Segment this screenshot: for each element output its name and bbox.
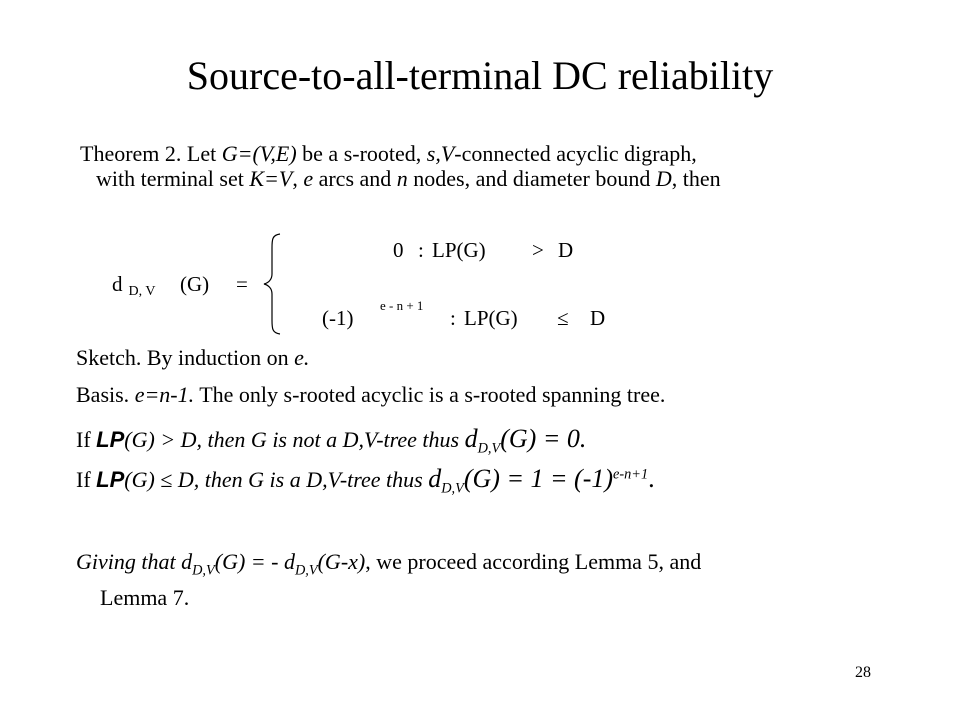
if2-period: . <box>648 464 655 493</box>
case1-operator: > <box>532 238 544 262</box>
lp-label: LP <box>96 467 125 492</box>
basis-text: The only s-rooted acyclic is a s-rooted spanning tree. <box>194 382 666 407</box>
giving-line-1 <box>76 548 896 584</box>
case2-d: D <box>590 306 606 330</box>
formula-equals: = <box>236 272 248 296</box>
theorem-text: Theorem 2. Let <box>80 141 222 166</box>
slide-title: Source-to-all-terminal DC reliability <box>186 53 774 98</box>
theorem-text: , then <box>671 166 721 191</box>
if2-d: d <box>428 464 442 493</box>
giving-text: (G) = - d <box>214 549 295 574</box>
if-less-line <box>76 464 655 497</box>
giving-text: Giving that d <box>76 549 193 574</box>
theorem-statement <box>80 141 880 191</box>
case1-d: D <box>558 238 574 262</box>
theorem-text: -connected acyclic digraph, <box>454 141 697 166</box>
case2-exponent: e - n + 1 <box>380 298 424 313</box>
if2-g: (G) <box>124 467 161 492</box>
if-greater-line <box>76 424 586 457</box>
if-text: If <box>76 427 97 452</box>
if2-sub: D,V <box>441 480 464 497</box>
giving-paragraph <box>76 548 896 611</box>
if2-result: (G) = 1 = (-1) <box>463 464 614 493</box>
giving-text: (G-x) <box>317 549 366 574</box>
formula-d: d <box>112 272 123 296</box>
case2-operator: ≤ <box>557 306 569 330</box>
theorem-text: arcs and <box>313 166 397 191</box>
sketch-line <box>76 345 309 371</box>
giving-text: , we proceed according Lemma 5, and <box>365 549 702 574</box>
if1-d: d <box>464 424 478 453</box>
left-brace <box>262 232 282 336</box>
theorem-e: e <box>303 166 314 191</box>
if1-sub: D,V <box>477 440 501 457</box>
case1-value: 0 <box>393 238 404 262</box>
theorem-text: nodes, and diameter bound <box>407 166 656 191</box>
formula-lhs <box>112 272 156 299</box>
giving-sub: D,V <box>192 562 215 579</box>
basis-line <box>76 382 665 408</box>
theorem-line-2 <box>80 166 880 191</box>
theorem-text: with terminal set <box>96 166 250 191</box>
less-equal-symbol: ≤ <box>160 467 173 492</box>
theorem-line-1 <box>80 141 880 166</box>
formula-lhs-g: (G) <box>180 272 210 296</box>
if2-exponent: e-n+1 <box>613 466 649 483</box>
case2-base: (-1) <box>322 306 354 330</box>
basis-label: Basis. <box>76 382 135 407</box>
sketch-text: Sketch. By induction on <box>76 345 295 370</box>
theorem-text: be a s-rooted, <box>296 141 427 166</box>
sketch-e: e. <box>294 345 310 370</box>
giving-line-2: Lemma 7. <box>100 585 190 611</box>
theorem-graph: G=(V,E) <box>221 141 297 166</box>
case2-colon: : <box>450 306 456 330</box>
lp-label: LP <box>96 427 125 452</box>
theorem-d: D <box>655 166 672 191</box>
page-number: 28 <box>855 664 871 681</box>
if1-condition: (G) > D, then G is not a D,V-tree thus <box>124 427 465 452</box>
if1-result: (G) = 0. <box>500 424 587 453</box>
case1-colon: : <box>418 238 424 262</box>
if-text: If <box>76 467 97 492</box>
theorem-text: , <box>292 166 304 191</box>
giving-sub: D,V <box>294 562 318 579</box>
theorem-sv: s,V <box>426 141 455 166</box>
theorem-terminal: K=V <box>249 166 293 191</box>
case2-lp: LP(G) <box>464 306 518 330</box>
formula-lhs-sub: D, V <box>128 284 156 299</box>
if2-condition: D, then G is a D,V-tree thus <box>172 467 429 492</box>
piecewise-formula <box>0 228 960 338</box>
case1-lp: LP(G) <box>432 238 486 262</box>
theorem-n: n <box>396 166 408 191</box>
basis-condition: e=n-1. <box>134 382 195 407</box>
